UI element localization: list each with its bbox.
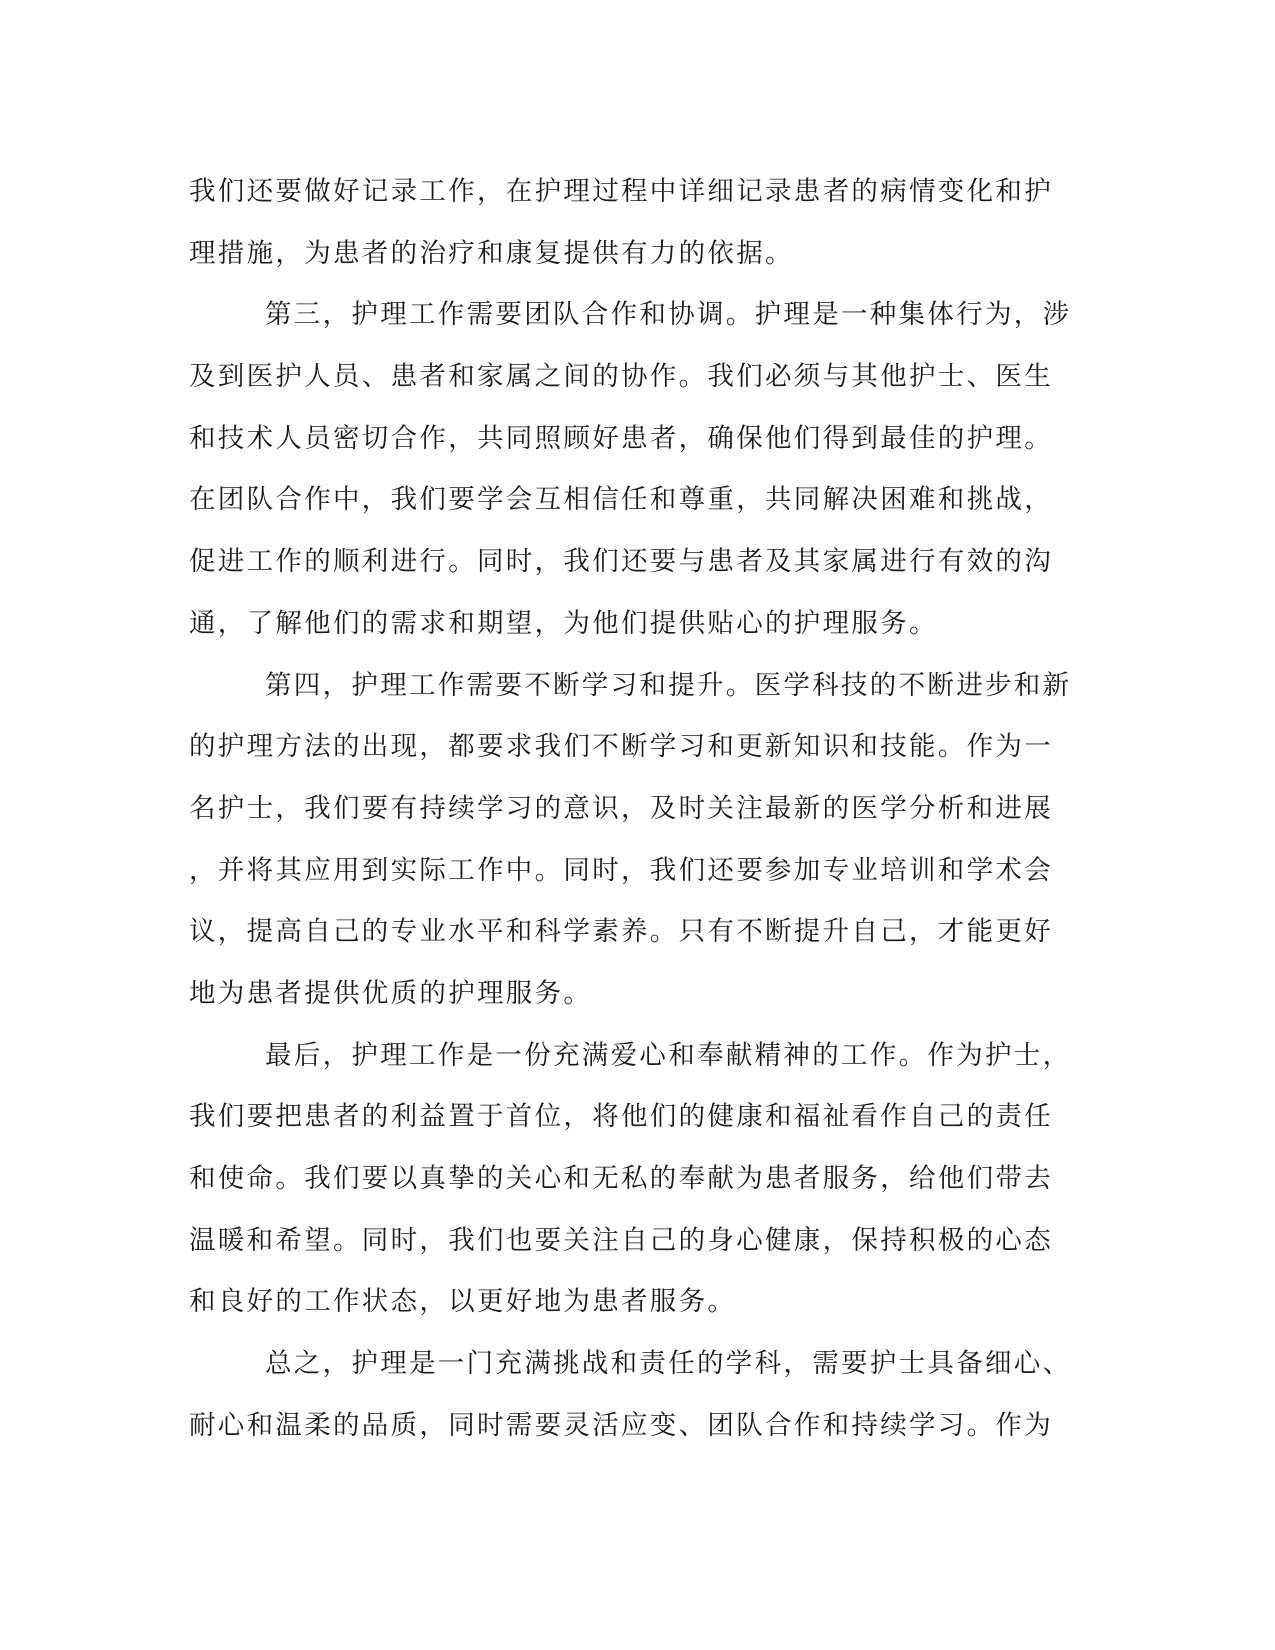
text-line: 温暖和希望。同时，我们也要关注自己的身心健康，保持积极的心态	[189, 1224, 1053, 1256]
text-line: 促进工作的顺利进行。同时，我们还要与患者及其家属进行有效的沟	[189, 546, 1053, 578]
text-line: 地为患者提供优质的护理服务。	[189, 977, 593, 1009]
paragraph-first-line: 第三，护理工作需要团队合作和协调。护理是一种集体行为，涉	[265, 299, 1072, 331]
text-line: 我们要把患者的利益置于首位，将他们的健康和福祉看作自己的责任	[189, 1101, 1053, 1133]
text-line: ，并将其应用到实际工作中。同时，我们还要参加专业培训和学术会	[189, 854, 1053, 886]
text-line: 理措施，为患者的治疗和康复提供有力的依据。	[189, 237, 794, 269]
text-line: 和使命。我们要以真挚的关心和无私的奉献为患者服务，给他们带去	[189, 1163, 1053, 1194]
text-line: 名护士，我们要有持续学习的意识，及时关注最新的医学分析和进展	[189, 792, 1053, 824]
document-body	[189, 161, 1079, 1456]
paragraph-first-line: 最后，护理工作是一份充满爱心和奉献精神的工作。作为护士，	[265, 1039, 1072, 1071]
text-line: 我们还要做好记录工作，在护理过程中详细记录患者的病情变化和护	[189, 176, 1053, 207]
paragraph-first-line: 总之，护理是一门充满挑战和责任的学科，需要护士具备细心、	[265, 1348, 1072, 1380]
text-line: 的护理方法的出现，都要求我们不断学习和更新知识和技能。作为一	[189, 731, 1053, 763]
paragraph-first-line: 第四，护理工作需要不断学习和提升。医学科技的不断进步和新	[265, 669, 1072, 701]
text-line: 及到医护人员、患者和家属之间的协作。我们必须与其他护士、医生	[189, 361, 1053, 393]
text-line: 通，了解他们的需求和期望，为他们提供贴心的护理服务。	[189, 607, 938, 639]
text-line: 在团队合作中，我们要学会互相信任和尊重，共同解决困难和挑战，	[189, 484, 1053, 516]
text-line: 和技术人员密切合作，共同照顾好患者，确保他们得到最佳的护理。	[189, 422, 1053, 454]
text-line: 耐心和温柔的品质，同时需要灵活应变、团队合作和持续学习。作为	[189, 1409, 1053, 1441]
text-line: 和良好的工作状态，以更好地为患者服务。	[189, 1286, 737, 1318]
text-line: 议，提高自己的专业水平和科学素养。只有不断提升自己，才能更好	[189, 916, 1053, 948]
